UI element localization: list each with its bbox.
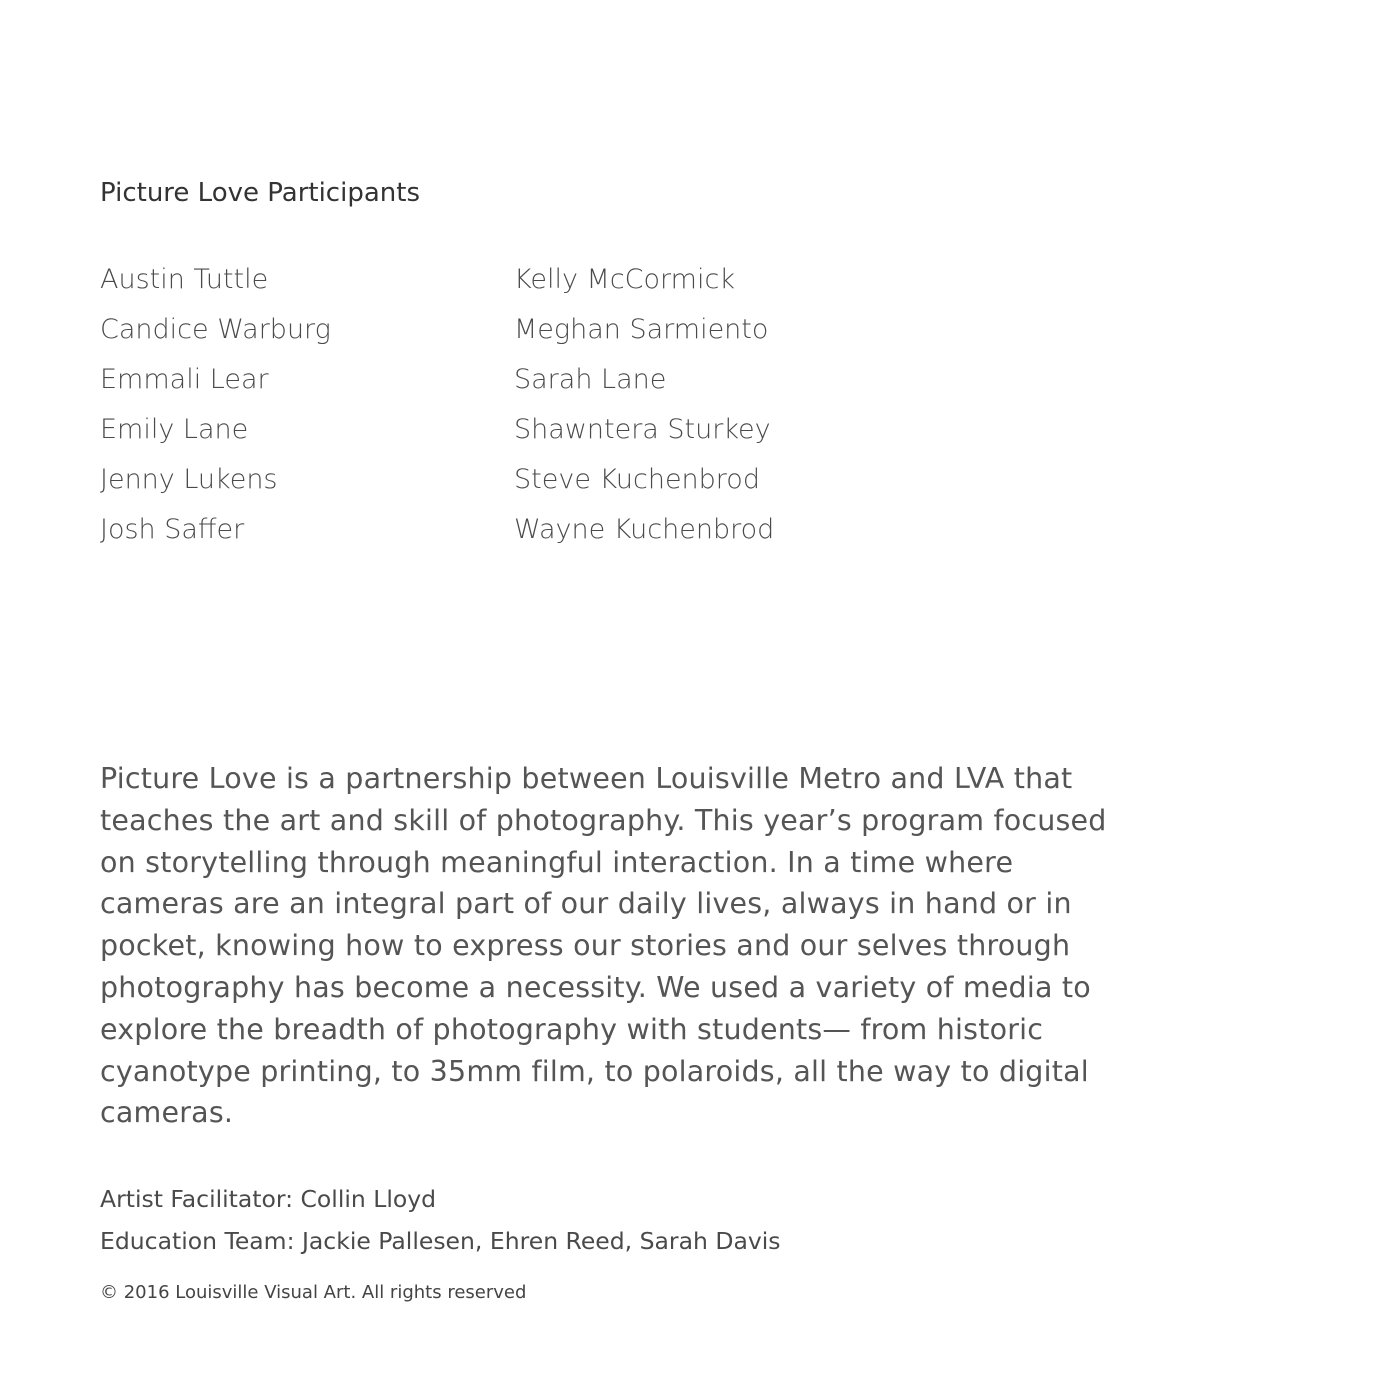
participant-name: Candice Warburg <box>100 314 331 345</box>
participant-name: Steve Kuchenbrod <box>514 464 760 495</box>
credits <box>100 1178 781 1262</box>
participant-name: Emily Lane <box>100 414 249 445</box>
education-team: Education Team: Jackie Pallesen, Ehren Reed, Sarah Davis <box>100 1227 781 1255</box>
artist-facilitator: Artist Facilitator: Collin Lloyd <box>100 1185 437 1213</box>
participant-name: Shawntera Sturkey <box>514 414 771 445</box>
participant-name: Kelly McCormick <box>514 264 735 295</box>
participant-name: Jenny Lukens <box>100 464 278 495</box>
participants-list-left <box>100 262 331 562</box>
program-description: Picture Love is a partnership between Louisville Metro and LVA that teaches the art and skill of photography. This year’s program focused on storytelling through meaningful interaction. In a time where cameras are an integral part of our daily lives, always in hand or in pocket, knowing how to express our stories and our selves through photography has become a necessity. We used a variety of media to explore the breadth of photography with students— from historic cyanotype printing, to 35mm film, to polaroids, all the way to digital cameras. <box>100 762 1107 1130</box>
page-title: Picture Love Participants <box>100 178 420 208</box>
participant-name: Josh Saffer <box>100 514 245 545</box>
participant-name: Meghan Sarmiento <box>514 314 769 345</box>
participant-name: Wayne Kuchenbrod <box>514 514 775 545</box>
participant-name: Sarah Lane <box>514 364 667 395</box>
copyright-notice: © 2016 Louisville Visual Art. All rights reserved <box>100 1282 527 1303</box>
participant-name: Emmali Lear <box>100 364 269 395</box>
participant-name: Austin Tuttle <box>100 264 269 295</box>
participants-list-right <box>514 262 774 562</box>
